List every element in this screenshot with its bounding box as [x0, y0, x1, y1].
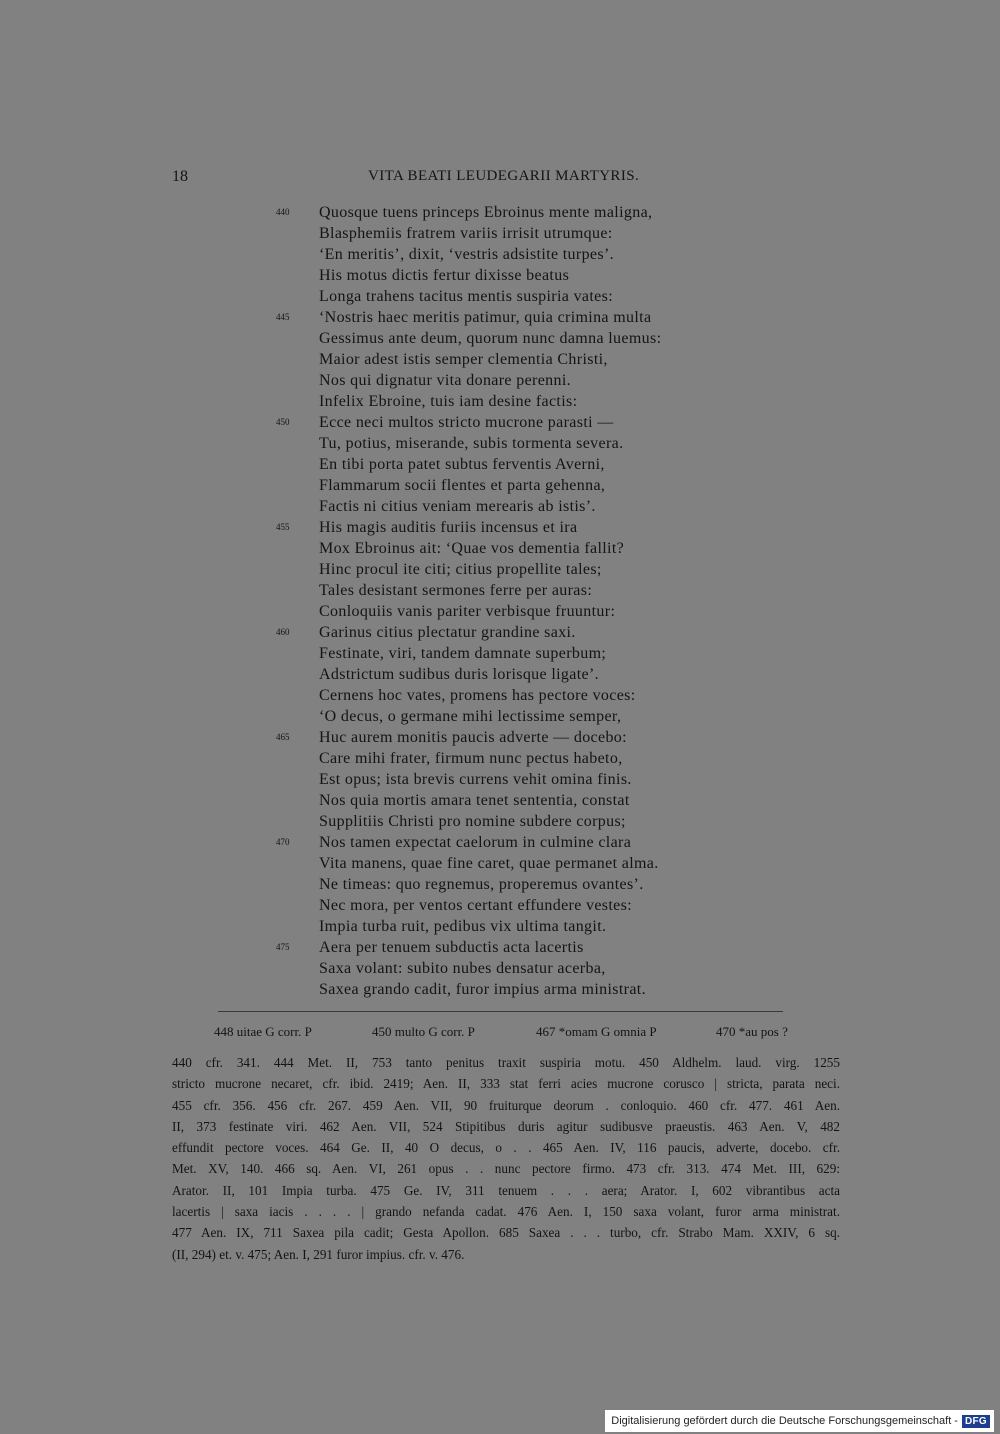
line-number: 455: [276, 522, 290, 532]
verse-text: Conloquiis vanis pariter verbisque fruuntur:: [319, 603, 616, 620]
verse-line: [270, 202, 770, 223]
verse-line: [270, 937, 770, 958]
verse-line: [270, 244, 770, 265]
verse-text: Ecce neci multos stricto mucrone parasti —: [319, 414, 614, 431]
note-line: II, 373 festinate viri. 462 Aen. VII, 524 Stipitibus duris agitur sudibusve praeustis. 463 Aen. V, 482: [172, 1118, 840, 1134]
verse-line: [270, 853, 770, 874]
digitization-credit: [605, 1410, 994, 1432]
verse-text: Adstrictum sudibus duris lorisque ligate’.: [319, 666, 600, 683]
verse-text: Aera per tenuem subductis acta lacertis: [319, 939, 584, 956]
verse-text: Saxea grando cadit, furor impius arma ministrat.: [319, 981, 646, 998]
note-line: Met. XV, 140. 466 sq. Aen. VI, 261 opus . . nunc pectore firmo. 473 cfr. 313. 474 Met. III, 629:: [172, 1161, 840, 1177]
note-line: effundit pectore voces. 464 Ge. II, 40 O decus, o . . 465 Aen. IV, 116 paucis, adverte, docebo. cfr.: [172, 1140, 840, 1156]
verse-text: En tibi porta patet subtus ferventis Averni,: [319, 456, 605, 473]
verse-line: [270, 391, 770, 412]
verse-line: [270, 748, 770, 769]
verse-line: [270, 664, 770, 685]
line-number: 450: [276, 417, 290, 427]
page-number: 18: [172, 168, 188, 185]
verse-text: Blasphemiis fratrem variis irrisit utrumque:: [319, 225, 613, 242]
verse-text: Longa trahens tacitus mentis suspiria vates:: [319, 288, 614, 305]
note-line: 477 Aen. IX, 711 Saxea pila cadit; Gesta Apollon. 685 Saxea . . . turbo, cfr. Strabo Mam. XXIV, 6 sq.: [172, 1225, 840, 1241]
apparatus-entry: 467 *omam G omnia P: [536, 1024, 657, 1039]
line-number: 445: [276, 312, 290, 322]
verse-line: [270, 727, 770, 748]
verse-text: Nos qui dignatur vita donare perenni.: [319, 372, 571, 389]
verse-text: Mox Ebroinus ait: ‘Quae vos dementia fallit?: [319, 540, 625, 557]
verse-text: Huc aurem monitis paucis adverte — docebo:: [319, 729, 627, 746]
verse-line: [270, 832, 770, 853]
note-line: 455 cfr. 356. 456 cfr. 267. 459 Aen. VII, 90 fruiturque deorum . conloquio. 460 cfr. 477. 461 Aen.: [172, 1097, 840, 1113]
line-number: 470: [276, 837, 290, 847]
verse-text: Quosque tuens princeps Ebroinus mente maligna,: [319, 204, 653, 221]
verse-line: [270, 643, 770, 664]
verse-text: Factis ni citius veniam merearis ab istis’.: [319, 498, 596, 515]
verse-line: [270, 454, 770, 475]
poem-text: [270, 202, 770, 1000]
verse-line: [270, 412, 770, 433]
apparatus-entry: 448 uitae G corr. P: [214, 1024, 312, 1039]
verse-line: [270, 538, 770, 559]
verse-text: Hinc procul ite citi; citius propellite tales;: [319, 561, 602, 578]
verse-text: ‘Nostris haec meritis patimur, quia crimina multa: [319, 309, 652, 326]
verse-line: [270, 979, 770, 1000]
verse-text: Est opus; ista brevis currens vehit omina finis.: [319, 771, 632, 788]
critical-apparatus: [172, 1024, 840, 1042]
note-line: lacertis | saxa iacis . . . . | grando nefanda cadat. 476 Aen. I, 150 saxa volant, furor arma ministrat.: [172, 1204, 840, 1220]
note-line: (II, 294) et. v. 475; Aen. I, 291 furor impius. cfr. v. 476.: [172, 1246, 465, 1262]
verse-line: [270, 769, 770, 790]
note-line: 440 cfr. 341. 444 Met. II, 753 tanto penitus traxit suspiria motu. 450 Aldhelm. laud. virg. 1255: [172, 1055, 840, 1070]
line-number: 440: [276, 207, 290, 217]
verse-line: [270, 286, 770, 307]
apparatus-entry: 450 multo G corr. P: [372, 1024, 475, 1039]
note-line: stricto mucrone necaret, cfr. ibid. 2419; Aen. II, 333 stat ferri acies mucrone corusco | stricta, parata neci.: [172, 1076, 840, 1092]
verse-text: Maior adest istis semper clementia Christi,: [319, 351, 608, 368]
verse-text: Care mihi frater, firmum nunc pectus habeto,: [319, 750, 623, 767]
verse-line: [270, 307, 770, 328]
verse-text: Garinus citius plectatur grandine saxi.: [319, 624, 576, 641]
page-header: [172, 168, 840, 190]
verse-text: Saxa volant: subito nubes densatur acerba,: [319, 960, 606, 977]
verse-text: Nec mora, per ventos certant effundere vestes:: [319, 897, 633, 914]
verse-line: [270, 874, 770, 895]
verse-line: [270, 790, 770, 811]
verse-text: Gessimus ante deum, quorum nunc damna luemus:: [319, 330, 662, 347]
running-title: VITA BEATI LEUDEGARII MARTYRIS.: [368, 168, 640, 184]
verse-line: [270, 496, 770, 517]
verse-line: [270, 517, 770, 538]
verse-line: [270, 685, 770, 706]
verse-text: Infelix Ebroine, tuis iam desine factis:: [319, 393, 578, 410]
verse-text: Ne timeas: quo regnemus, properemus ovantes’.: [319, 876, 644, 893]
verse-text: Impia turba ruit, pedibus vix ultima tangit.: [319, 918, 607, 935]
verse-text: Nos quia mortis amara tenet sententia, constat: [319, 792, 630, 809]
verse-text: Vita manens, quae fine caret, quae permanet alma.: [319, 855, 659, 872]
verse-line: [270, 475, 770, 496]
line-number: 475: [276, 942, 290, 952]
credit-text: Digitalisierung gefördert durch die Deutsche Forschungsgemeinschaft -: [611, 1415, 958, 1427]
verse-text: Cernens hoc vates, promens has pectore voces:: [319, 687, 636, 704]
apparatus-entry: 470 *au pos ?: [716, 1024, 788, 1039]
note-line: Arator. II, 101 Impia turba. 475 Ge. IV, 311 tenuem . . . aera; Arator. I, 602 vibrantibus acta: [172, 1182, 840, 1198]
line-number: 460: [276, 627, 290, 637]
verse-text: Supplitiis Christi pro nomine subdere corpus;: [319, 813, 626, 830]
verse-line: [270, 265, 770, 286]
verse-line: [270, 370, 770, 391]
verse-line: [270, 580, 770, 601]
verse-line: [270, 349, 770, 370]
verse-line: [270, 895, 770, 916]
verse-text: His motus dictis fertur dixisse beatus: [319, 267, 570, 284]
verse-line: [270, 328, 770, 349]
verse-text: His magis auditis furiis incensus et ira: [319, 519, 578, 536]
verse-text: Festinate, viri, tandem damnate superbum;: [319, 645, 607, 662]
line-number: 465: [276, 732, 290, 742]
verse-text: Nos tamen expectat caelorum in culmine clara: [319, 834, 632, 851]
verse-text: Tu, potius, miserande, subis tormenta severa.: [319, 435, 624, 452]
verse-line: [270, 559, 770, 580]
source-notes: [172, 1052, 840, 1265]
verse-line: [270, 706, 770, 727]
footnote-rule: [218, 1011, 783, 1012]
verse-line: [270, 916, 770, 937]
verse-line: [270, 958, 770, 979]
verse-text: Flammarum socii flentes et parta gehenna,: [319, 477, 606, 494]
verse-line: [270, 223, 770, 244]
verse-line: [270, 601, 770, 622]
verse-text: ‘O decus, o germane mihi lectissime semper,: [319, 708, 622, 725]
verse-line: [270, 811, 770, 832]
verse-line: [270, 433, 770, 454]
verse-text: ‘En meritis’, dixit, ‘vestris adsistite turpes’.: [319, 246, 614, 263]
verse-text: Tales desistant sermones ferre per auras:: [319, 582, 593, 599]
verse-line: [270, 622, 770, 643]
dfg-logo: DFG: [962, 1415, 990, 1428]
